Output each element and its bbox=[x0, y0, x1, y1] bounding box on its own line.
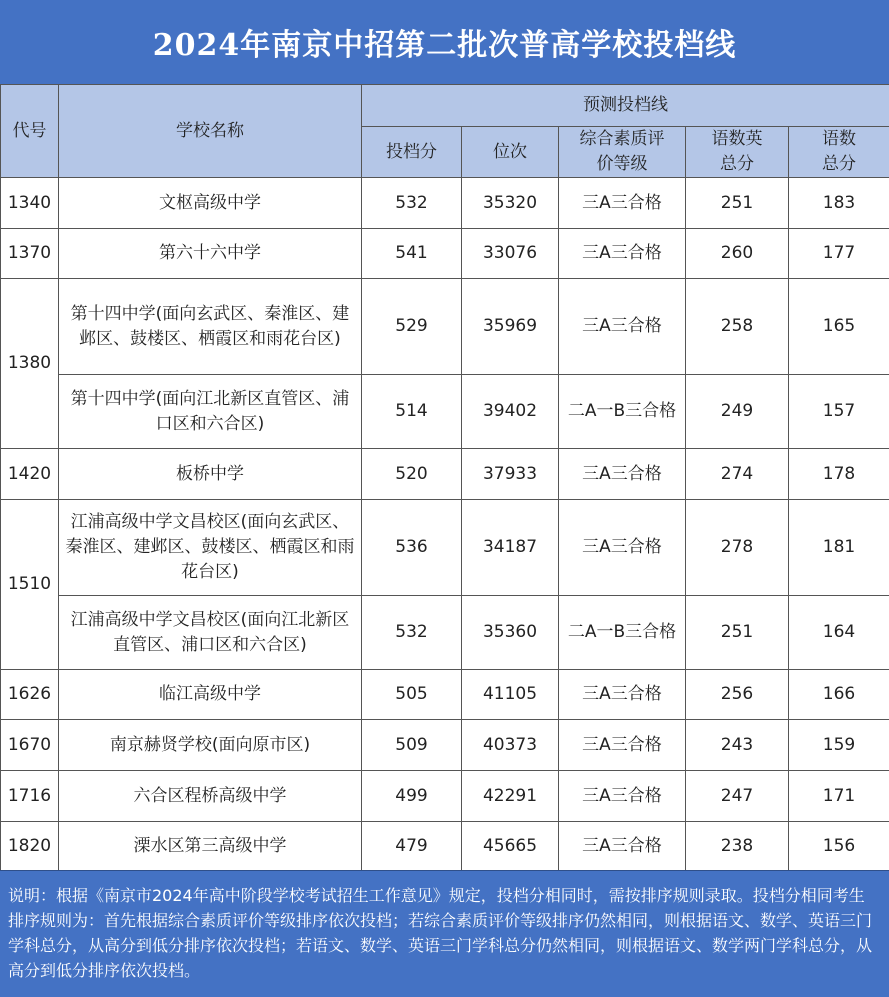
header-cme: 语数英总分 bbox=[686, 127, 789, 178]
header-score: 投档分 bbox=[362, 127, 462, 178]
cell-school: 江浦高级中学文昌校区(面向江北新区直管区、浦口区和六合区) bbox=[59, 596, 362, 670]
table-row bbox=[1, 449, 889, 500]
table-row bbox=[1, 670, 889, 720]
table-row bbox=[1, 500, 889, 596]
table-row bbox=[1, 178, 889, 229]
header-code: 代号 bbox=[1, 85, 59, 178]
cell-cme: 238 bbox=[686, 822, 789, 872]
cell-cme: 247 bbox=[686, 771, 789, 822]
header-school: 学校名称 bbox=[59, 85, 362, 178]
cell-code: 1380 bbox=[1, 279, 59, 449]
cell-cm: 181 bbox=[789, 500, 889, 596]
header-row-1 bbox=[1, 85, 889, 127]
cell-cme: 243 bbox=[686, 720, 789, 771]
cell-rank: 35360 bbox=[462, 596, 559, 670]
cell-code: 1510 bbox=[1, 500, 59, 670]
cell-code: 1626 bbox=[1, 670, 59, 720]
cell-cme: 251 bbox=[686, 178, 789, 229]
cell-cm: 166 bbox=[789, 670, 889, 720]
cell-quality: 三A三合格 bbox=[559, 500, 686, 596]
cell-score: 532 bbox=[362, 178, 462, 229]
header-rank: 位次 bbox=[462, 127, 559, 178]
cell-rank: 42291 bbox=[462, 771, 559, 822]
cell-score: 520 bbox=[362, 449, 462, 500]
cell-score: 505 bbox=[362, 670, 462, 720]
header-group: 预测投档线 bbox=[362, 85, 889, 127]
cell-score: 509 bbox=[362, 720, 462, 771]
cell-cme: 278 bbox=[686, 500, 789, 596]
cell-score: 499 bbox=[362, 771, 462, 822]
cell-school: 南京赫贤学校(面向原市区) bbox=[59, 720, 362, 771]
cell-cm: 178 bbox=[789, 449, 889, 500]
cell-cm: 159 bbox=[789, 720, 889, 771]
table-row bbox=[1, 771, 889, 822]
cell-school: 板桥中学 bbox=[59, 449, 362, 500]
cell-rank: 35969 bbox=[462, 279, 559, 375]
cell-school: 六合区程桥高级中学 bbox=[59, 771, 362, 822]
cell-school: 第十四中学(面向玄武区、秦淮区、建邺区、鼓楼区、栖霞区和雨花台区) bbox=[59, 279, 362, 375]
footnote: 说明：根据《南京市2024年高中阶段学校考试招生工作意见》规定，投档分相同时，需按排序规则录取。投档分相同考生排序规则为：首先根据综合素质评价等级排序依次投档；若综合素质评价等级排序仍然相同，则根据语文、数学、英语三门学科总分，从高分到低分排序依次投档；若语文、数学、英语三门学科总分仍然相同，则根据语文、数学两门学科总分，从高分到低分排序依次投档。 bbox=[0, 870, 889, 997]
cell-rank: 40373 bbox=[462, 720, 559, 771]
cell-cm: 165 bbox=[789, 279, 889, 375]
cell-score: 514 bbox=[362, 375, 462, 449]
cell-school: 文枢高级中学 bbox=[59, 178, 362, 229]
cell-code: 1420 bbox=[1, 449, 59, 500]
cell-quality: 三A三合格 bbox=[559, 822, 686, 872]
cell-cme: 256 bbox=[686, 670, 789, 720]
cell-quality: 三A三合格 bbox=[559, 178, 686, 229]
cell-quality: 三A三合格 bbox=[559, 771, 686, 822]
cell-cm: 157 bbox=[789, 375, 889, 449]
cell-school: 江浦高级中学文昌校区(面向玄武区、秦淮区、建邺区、鼓楼区、栖霞区和雨花台区) bbox=[59, 500, 362, 596]
cell-quality: 三A三合格 bbox=[559, 670, 686, 720]
cell-code: 1340 bbox=[1, 178, 59, 229]
cell-school: 溧水区第三高级中学 bbox=[59, 822, 362, 872]
header-quality: 综合素质评价等级 bbox=[559, 127, 686, 178]
cell-rank: 34187 bbox=[462, 500, 559, 596]
header-cm: 语数总分 bbox=[789, 127, 889, 178]
cell-cme: 249 bbox=[686, 375, 789, 449]
cell-score: 529 bbox=[362, 279, 462, 375]
cell-school: 临江高级中学 bbox=[59, 670, 362, 720]
cell-quality: 三A三合格 bbox=[559, 449, 686, 500]
cell-quality: 三A三合格 bbox=[559, 279, 686, 375]
cell-quality: 二A一B三合格 bbox=[559, 596, 686, 670]
cell-score: 532 bbox=[362, 596, 462, 670]
cell-cm: 177 bbox=[789, 229, 889, 279]
cell-code: 1670 bbox=[1, 720, 59, 771]
cell-cm: 156 bbox=[789, 822, 889, 872]
cell-cme: 258 bbox=[686, 279, 789, 375]
cell-code: 1820 bbox=[1, 822, 59, 872]
cell-score: 536 bbox=[362, 500, 462, 596]
table-row bbox=[1, 596, 889, 670]
table-row bbox=[1, 229, 889, 279]
cell-quality: 三A三合格 bbox=[559, 720, 686, 771]
cell-rank: 45665 bbox=[462, 822, 559, 872]
cell-cme: 274 bbox=[686, 449, 789, 500]
cell-rank: 33076 bbox=[462, 229, 559, 279]
cell-cm: 164 bbox=[789, 596, 889, 670]
cell-code: 1370 bbox=[1, 229, 59, 279]
table-row bbox=[1, 279, 889, 375]
cell-quality: 三A三合格 bbox=[559, 229, 686, 279]
cell-school: 第十四中学(面向江北新区直管区、浦口区和六合区) bbox=[59, 375, 362, 449]
cell-score: 479 bbox=[362, 822, 462, 872]
cell-cme: 251 bbox=[686, 596, 789, 670]
cell-cm: 171 bbox=[789, 771, 889, 822]
table-row bbox=[1, 375, 889, 449]
cell-rank: 41105 bbox=[462, 670, 559, 720]
cell-rank: 35320 bbox=[462, 178, 559, 229]
cell-cm: 183 bbox=[789, 178, 889, 229]
cell-cme: 260 bbox=[686, 229, 789, 279]
cutoff-table bbox=[0, 84, 889, 872]
page-title: 2024年南京中招第二批次普高学校投档线 bbox=[0, 0, 889, 85]
cell-score: 541 bbox=[362, 229, 462, 279]
cell-quality: 二A一B三合格 bbox=[559, 375, 686, 449]
table-row bbox=[1, 822, 889, 872]
cell-rank: 37933 bbox=[462, 449, 559, 500]
table-row bbox=[1, 720, 889, 771]
cell-school: 第六十六中学 bbox=[59, 229, 362, 279]
cell-code: 1716 bbox=[1, 771, 59, 822]
cell-rank: 39402 bbox=[462, 375, 559, 449]
